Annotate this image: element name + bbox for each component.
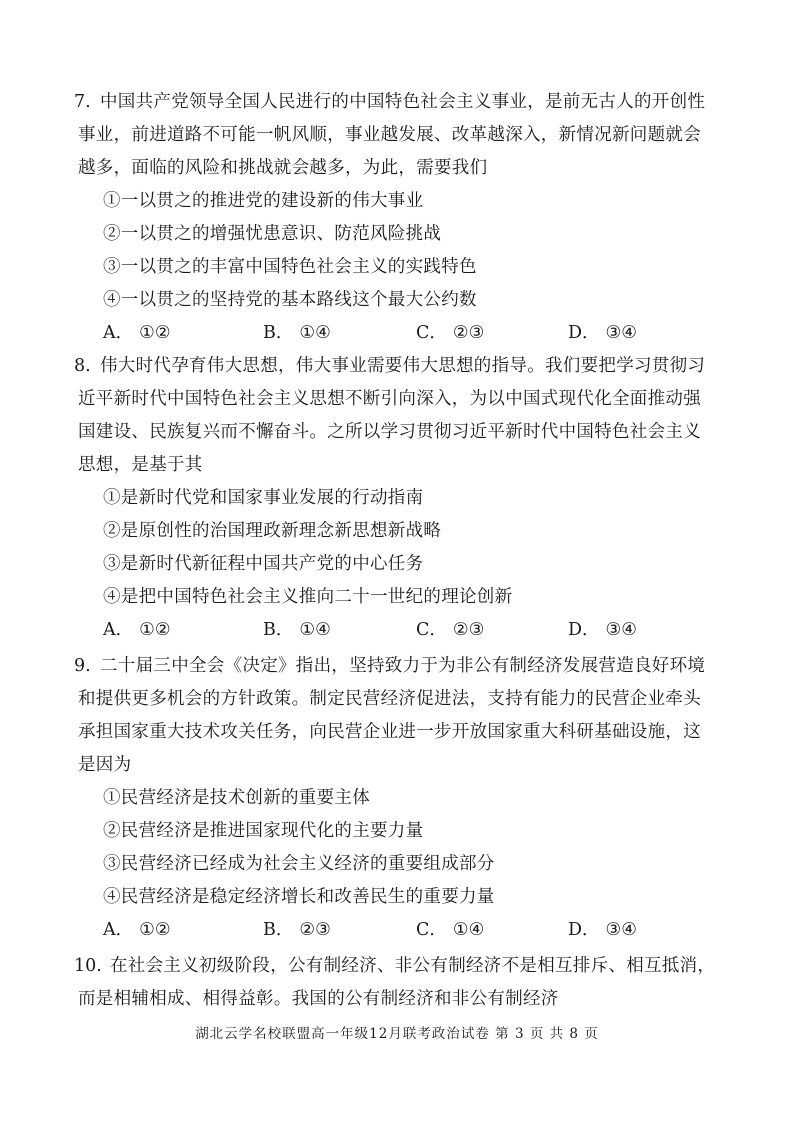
question-number: 10. [74, 956, 102, 976]
question-number: 8. [74, 356, 91, 376]
question-number: 9. [74, 656, 91, 676]
option-2: ②是原创性的治国理政新理念新思想新战略 [103, 521, 442, 541]
choice-b: B． ②③ [263, 920, 331, 940]
choice-b: B． ①④ [263, 323, 331, 343]
choice-b: B． ①④ [263, 620, 331, 640]
choice-a: A． ①② [103, 620, 171, 640]
choice-c: C． ②③ [416, 323, 485, 343]
choice-d: D． ③④ [568, 920, 637, 940]
choice-a: A． ①② [103, 920, 171, 940]
answer-choices [78, 914, 718, 947]
option-2: ②民营经济是推进国家现代化的主要力量 [103, 821, 424, 841]
option-3: ③一以贯之的丰富中国特色社会主义的实践特色 [103, 257, 477, 277]
choice-c: C． ②③ [416, 620, 485, 640]
option-3: ③民营经济已经成为社会主义经济的重要组成部分 [103, 854, 495, 874]
choice-d: D． ③④ [568, 323, 637, 343]
option-2: ②一以贯之的增强忧患意识、防范风险挑战 [103, 224, 442, 244]
question-number: 7. [74, 92, 91, 112]
question-stem: 伟大时代孕育伟大思想，伟大事业需要伟大思想的指导。我们要把学习贯彻习近平新时代中国特色社会主义思想不断引向深入，为以中国式现代化全面推动强国建设、民族复兴而不懈奋斗。之所以学习贯彻习近平新时代中国特色社会主义思想，是基于其 [78, 356, 706, 475]
question-8 [74, 350, 718, 647]
option-1: ①一以贯之的推进党的建设新的伟大事业 [103, 191, 424, 211]
question-9 [74, 650, 718, 947]
option-4: ④是把中国特色社会主义推向二十一世纪的理论创新 [103, 587, 513, 607]
choice-c: C． ①④ [416, 920, 485, 940]
question-stem: 在社会主义初级阶段，公有制经济、非公有制经济不是相互排斥、相互抵消，而是相辅相成、相得益彰。我国的公有制经济和非公有制经济 [78, 956, 716, 1009]
answer-choices [78, 614, 718, 647]
option-3: ③是新时代新征程中国共产党的中心任务 [103, 554, 424, 574]
answer-choices [78, 317, 718, 350]
choice-d: D． ③④ [568, 620, 637, 640]
option-4: ④民营经济是稳定经济增长和改善民生的重要力量 [103, 887, 495, 907]
question-7 [74, 86, 718, 350]
question-stem: 中国共产党领导全国人民进行的中国特色社会主义事业，是前无古人的开创性事业，前进道路不可能一帆风顺，事业越发展、改革越深入，新情况新问题就会越多，面临的风险和挑战就会越多，为此，需要我们 [78, 92, 706, 178]
option-1: ①民营经济是技术创新的重要主体 [103, 788, 370, 808]
question-10 [74, 950, 718, 1016]
question-stem: 二十届三中全会《决定》指出，坚持致力于为非公有制经济发展营造良好环境和提供更多机会的方针政策。制定民营经济促进法，支持有能力的民营企业牵头承担国家重大技术攻关任务，向民营企业进一步开放国家重大科研基础设施，这是因为 [78, 656, 706, 775]
option-1: ①是新时代党和国家事业发展的行动指南 [103, 488, 424, 508]
option-4: ④一以贯之的坚持党的基本路线这个最大公约数 [103, 290, 477, 310]
choice-a: A． ①② [103, 323, 171, 343]
page-footer: 湖北云学名校联盟高一年级12月联考政治试卷 第 3 页 共 8 页 [195, 1026, 599, 1042]
